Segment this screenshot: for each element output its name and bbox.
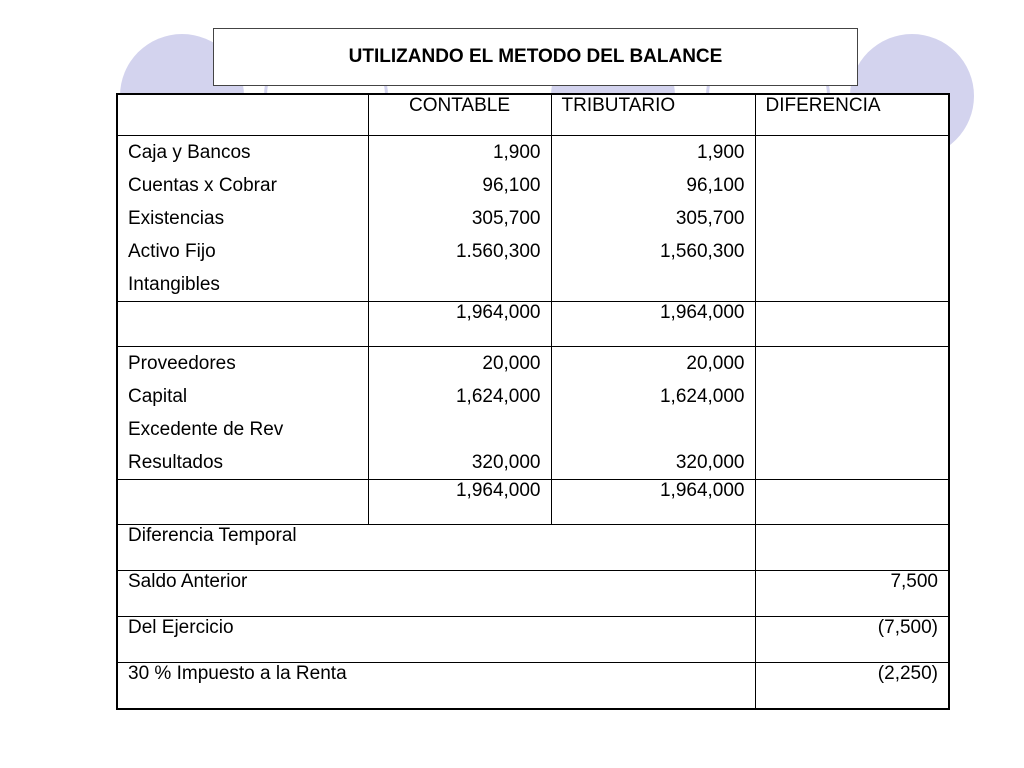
liabilities-diferencia (755, 347, 949, 480)
liability-tributario-value (562, 413, 745, 446)
summary-label: Diferencia Temporal (117, 525, 755, 571)
liability-label: Resultados (128, 452, 224, 473)
summary-value: (2,250) (755, 663, 949, 710)
liability-contable-value (379, 413, 541, 446)
summary-label: Del Ejercicio (117, 617, 755, 663)
asset-contable-value (379, 268, 541, 301)
asset-contable-value: 1,900 (492, 142, 541, 163)
assets-total-row (117, 302, 949, 347)
summary-label: 30 % Impuesto a la Renta (117, 663, 755, 710)
asset-contable-value: 305,700 (471, 208, 541, 229)
assets-labels (117, 136, 368, 302)
balance-table (116, 93, 950, 710)
summary-value (755, 525, 949, 571)
liability-label: Excedente de Rev (128, 419, 284, 440)
asset-label: Intangibles (128, 274, 220, 295)
summary-row-del-ejercicio (117, 617, 949, 663)
summary-label: Saldo Anterior (117, 571, 755, 617)
asset-contable-value: 96,100 (482, 175, 541, 196)
asset-tributario-value (562, 268, 745, 301)
slide-title: UTILIZANDO EL METODO DEL BALANCE (213, 28, 858, 86)
asset-contable-value: 1.560,300 (455, 241, 541, 262)
asset-tributario-value: 305,700 (675, 208, 745, 229)
header-contable: CONTABLE (368, 94, 551, 136)
asset-label: Activo Fijo (128, 241, 216, 262)
asset-tributario-value: 1,560,300 (659, 241, 745, 262)
assets-total-label (117, 302, 368, 347)
assets-diferencia (755, 136, 949, 302)
asset-tributario-value: 1,900 (696, 142, 745, 163)
liability-label: Proveedores (128, 353, 236, 374)
summary-row-impuesto-renta (117, 663, 949, 710)
asset-label: Caja y Bancos (128, 142, 251, 163)
liabilities-total-contable: 1,964,000 (368, 480, 551, 525)
liabilities-row (117, 347, 949, 480)
liability-contable-value: 1,624,000 (455, 386, 541, 407)
liability-tributario-value: 320,000 (675, 452, 745, 473)
assets-contable (368, 136, 551, 302)
table-header-row (117, 94, 949, 136)
liability-contable-value: 320,000 (471, 452, 541, 473)
liabilities-total-tributario: 1,964,000 (551, 480, 755, 525)
assets-tributario (551, 136, 755, 302)
header-empty-cell (117, 94, 368, 136)
assets-row (117, 136, 949, 302)
asset-tributario-value: 96,100 (686, 175, 745, 196)
liabilities-total-diferencia (755, 480, 949, 525)
liabilities-tributario (551, 347, 755, 480)
summary-row-saldo-anterior (117, 571, 949, 617)
liabilities-total-row (117, 480, 949, 525)
liabilities-labels (117, 347, 368, 480)
liability-label: Capital (128, 386, 188, 407)
liability-tributario-value: 20,000 (686, 353, 745, 374)
assets-total-contable: 1,964,000 (368, 302, 551, 347)
summary-value: 7,500 (755, 571, 949, 617)
liability-contable-value: 20,000 (482, 353, 541, 374)
liability-tributario-value: 1,624,000 (659, 386, 745, 407)
summary-value: (7,500) (755, 617, 949, 663)
summary-row-diferencia-temporal (117, 525, 949, 571)
header-tributario: TRIBUTARIO (551, 94, 755, 136)
header-diferencia: DIFERENCIA (755, 94, 949, 136)
liabilities-contable (368, 347, 551, 480)
asset-label: Existencias (128, 208, 225, 229)
liabilities-total-label (117, 480, 368, 525)
asset-label: Cuentas x Cobrar (128, 175, 277, 196)
assets-total-tributario: 1,964,000 (551, 302, 755, 347)
assets-total-diferencia (755, 302, 949, 347)
